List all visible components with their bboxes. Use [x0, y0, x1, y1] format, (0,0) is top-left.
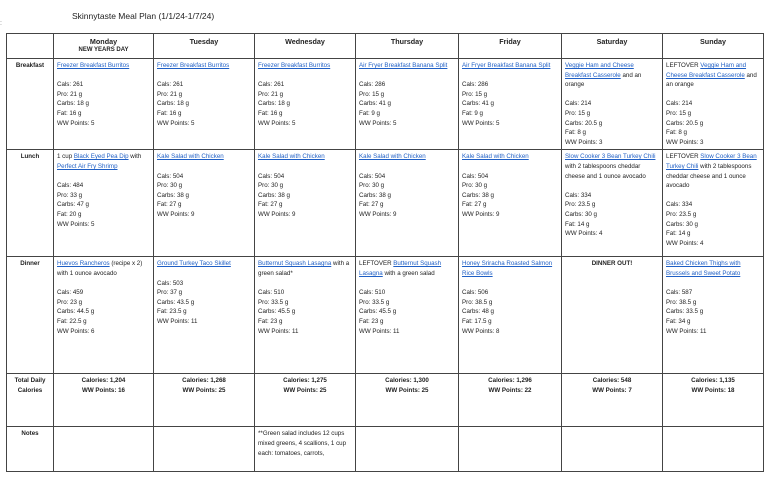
recipe-link[interactable]: Baked Chicken Thighs with Brussels and Sweet Potato: [666, 260, 741, 277]
edge-mark: :: [0, 20, 2, 27]
row-label-totals: Total Daily Calories: [7, 374, 54, 427]
totals-row: [7, 374, 764, 427]
recipe-link[interactable]: Butternut Squash Lasagna: [359, 260, 442, 277]
row-label-breakfast: Breakfast: [7, 59, 54, 150]
dinner-cell: Ground Turkey Taco Skillet Cals: 503 Pro: 37 g Carbs: 43.5 g Fat: 23.5 g WW Points: 11: [154, 257, 255, 374]
daily-total: Calories: 1,275 WW Points: 25: [255, 374, 356, 427]
dinner-row: [7, 257, 764, 374]
day-header-thursday: Thursday: [356, 34, 459, 59]
daily-total: Calories: 1,204 WW Points: 16: [54, 374, 154, 427]
corner-cell: [7, 34, 54, 59]
dinner-cell: Butternut Squash Lasagna with a green salad* Cals: 510 Pro: 33.5 g Carbs: 45.5 g Fat: 23 g WW Points: 11: [255, 257, 356, 374]
recipe-link[interactable]: Veggie Ham and Cheese Breakfast Casserole: [666, 62, 747, 79]
lunch-cell: LEFTOVER Slow Cooker 3 Bean Turkey Chili with 2 tablespoons cheddar cheese and 1 ounce avocado Cals: 334 Pro: 23.5 g Carbs: 30 g Fat: 14 g WW Points: 4: [663, 150, 764, 257]
recipe-link[interactable]: Slow Cooker 3 Bean Turkey Chili: [666, 153, 757, 170]
recipe-link[interactable]: Air Fryer Breakfast Banana Split: [462, 62, 551, 69]
breakfast-cell: Veggie Ham and Cheese Breakfast Casserole and an orange Cals: 214 Pro: 15 g Carbs: 20.5 g Fat: 8 g WW Points: 3: [562, 59, 663, 150]
daily-total: Calories: 548 WW Points: 7: [562, 374, 663, 427]
lunch-cell: Kale Salad with Chicken Cals: 504 Pro: 30 g Carbs: 38 g Fat: 27 g WW Points: 9: [255, 150, 356, 257]
day-header-sunday: Sunday: [663, 34, 764, 59]
lunch-cell: Kale Salad with Chicken Cals: 504 Pro: 30 g Carbs: 38 g Fat: 27 g WW Points: 9: [459, 150, 562, 257]
recipe-link[interactable]: Huevos Rancheros: [57, 260, 110, 268]
notes-cell: [356, 427, 459, 472]
day-header-tuesday: Tuesday: [154, 34, 255, 59]
breakfast-cell: Air Fryer Breakfast Banana Split Cals: 286 Pro: 15 g Carbs: 41 g Fat: 9 g WW Points: 5: [356, 59, 459, 150]
notes-cell: **Green salad includes 12 cups mixed greens, 4 scallions, 1 cup each: tomatoes, carrots,: [255, 427, 356, 472]
day-header-saturday: Saturday: [562, 34, 663, 59]
dinner-cell: Honey Sriracha Roasted Salmon Rice Bowls Cals: 506 Pro: 38.5 g Carbs: 48 g Fat: 17.5 g WW Points: 8: [459, 257, 562, 374]
recipe-link[interactable]: Veggie Ham and Cheese Breakfast Casserole: [565, 62, 634, 79]
lunch-cell: 1 cup Black Eyed Pea Dip with Perfect Air Fry Shrimp Cals: 484 Pro: 33 g Carbs: 47 g Fat: 20 g WW Points: 5: [54, 150, 154, 257]
recipe-link[interactable]: Ground Turkey Taco Skillet: [157, 260, 231, 268]
lunch-row: [7, 150, 764, 257]
recipe-link[interactable]: Kale Salad with Chicken: [359, 153, 426, 161]
dinner-out-label: DINNER OUT!: [562, 257, 663, 374]
breakfast-cell: LEFTOVER Veggie Ham and Cheese Breakfast Casserole and an orange Cals: 214 Pro: 15 g Carbs: 20.5 g Fat: 8 g WW Points: 3: [663, 59, 764, 150]
notes-cell: [459, 427, 562, 472]
recipe-link[interactable]: Freezer Breakfast Burritos: [157, 62, 230, 69]
dinner-cell: Baked Chicken Thighs with Brussels and Sweet Potato Cals: 587 Pro: 38.5 g Carbs: 33.5 g Fat: 34 g WW Points: 11: [663, 257, 764, 374]
recipe-link[interactable]: Kale Salad with Chicken: [157, 153, 224, 161]
lunch-cell: Kale Salad with Chicken Cals: 504 Pro: 30 g Carbs: 38 g Fat: 27 g WW Points: 9: [356, 150, 459, 257]
lunch-cell: Slow Cooker 3 Bean Turkey Chili with 2 tablespoons cheddar cheese and 1 ounce avocado Cals: 334 Pro: 23.5 g Carbs: 30 g Fat: 14 g WW Points: 4: [562, 150, 663, 257]
row-label-lunch: Lunch: [7, 150, 54, 257]
day-header-friday: Friday: [459, 34, 562, 59]
recipe-link[interactable]: Black Eyed Pea Dip: [73, 153, 129, 161]
row-label-dinner: Dinner: [7, 257, 54, 374]
recipe-link[interactable]: Kale Salad with Chicken: [462, 153, 529, 161]
breakfast-row: [7, 59, 764, 150]
recipe-link[interactable]: Freezer Breakfast Burritos: [57, 62, 130, 69]
lunch-cell: Kale Salad with Chicken Cals: 504 Pro: 30 g Carbs: 38 g Fat: 27 g WW Points: 9: [154, 150, 255, 257]
dinner-cell: LEFTOVER Butternut Squash Lasagna with a green salad Cals: 510 Pro: 33.5 g Carbs: 45.5 g Fat: 23 g WW Points: 11: [356, 257, 459, 374]
notes-cell: [54, 427, 154, 472]
recipe-link[interactable]: Air Fryer Breakfast Banana Split: [359, 62, 448, 69]
meal-plan-table: [6, 33, 764, 472]
recipe-link[interactable]: Kale Salad with Chicken: [258, 153, 325, 161]
breakfast-cell: Freezer Breakfast Burritos Cals: 261 Pro: 21 g Carbs: 18 g Fat: 16 g WW Points: 5: [54, 59, 154, 150]
day-header-monday: Monday NEW YEARS DAY: [54, 34, 154, 59]
recipe-link[interactable]: Slow Cooker 3 Bean Turkey Chili: [565, 153, 656, 161]
header-row: [7, 34, 764, 59]
notes-cell: [154, 427, 255, 472]
recipe-link[interactable]: Freezer Breakfast Burritos: [258, 62, 331, 69]
day-subtitle: NEW YEARS DAY: [78, 47, 129, 53]
notes-cell: [562, 427, 663, 472]
daily-total: Calories: 1,268 WW Points: 25: [154, 374, 255, 427]
daily-total: Calories: 1,300 WW Points: 25: [356, 374, 459, 427]
notes-cell: [663, 427, 764, 472]
recipe-link[interactable]: Perfect Air Fry Shrimp: [57, 162, 118, 170]
daily-total: Calories: 1,135 WW Points: 18: [663, 374, 764, 427]
dinner-cell: Huevos Rancheros (recipe x 2) with 1 ounce avocado Cals: 459 Pro: 23 g Carbs: 44.5 g Fat: 22.5 g WW Points: 6: [54, 257, 154, 374]
daily-total: Calories: 1,296 WW Points: 22: [459, 374, 562, 427]
recipe-link[interactable]: Honey Sriracha Roasted Salmon Rice Bowls: [462, 260, 553, 277]
page-title: Skinnytaste Meal Plan (1/1/24-1/7/24): [72, 11, 215, 21]
breakfast-cell: Freezer Breakfast Burritos Cals: 261 Pro: 21 g Carbs: 18 g Fat: 16 g WW Points: 5: [154, 59, 255, 150]
day-header-wednesday: Wednesday: [255, 34, 356, 59]
row-label-notes: Notes: [7, 427, 54, 472]
notes-row: [7, 427, 764, 472]
recipe-link[interactable]: Butternut Squash Lasagna: [258, 260, 332, 268]
breakfast-cell: Freezer Breakfast Burritos Cals: 261 Pro: 21 g Carbs: 18 g Fat: 16 g WW Points: 5: [255, 59, 356, 150]
breakfast-cell: Air Fryer Breakfast Banana Split Cals: 286 Pro: 15 g Carbs: 41 g Fat: 9 g WW Points: 5: [459, 59, 562, 150]
